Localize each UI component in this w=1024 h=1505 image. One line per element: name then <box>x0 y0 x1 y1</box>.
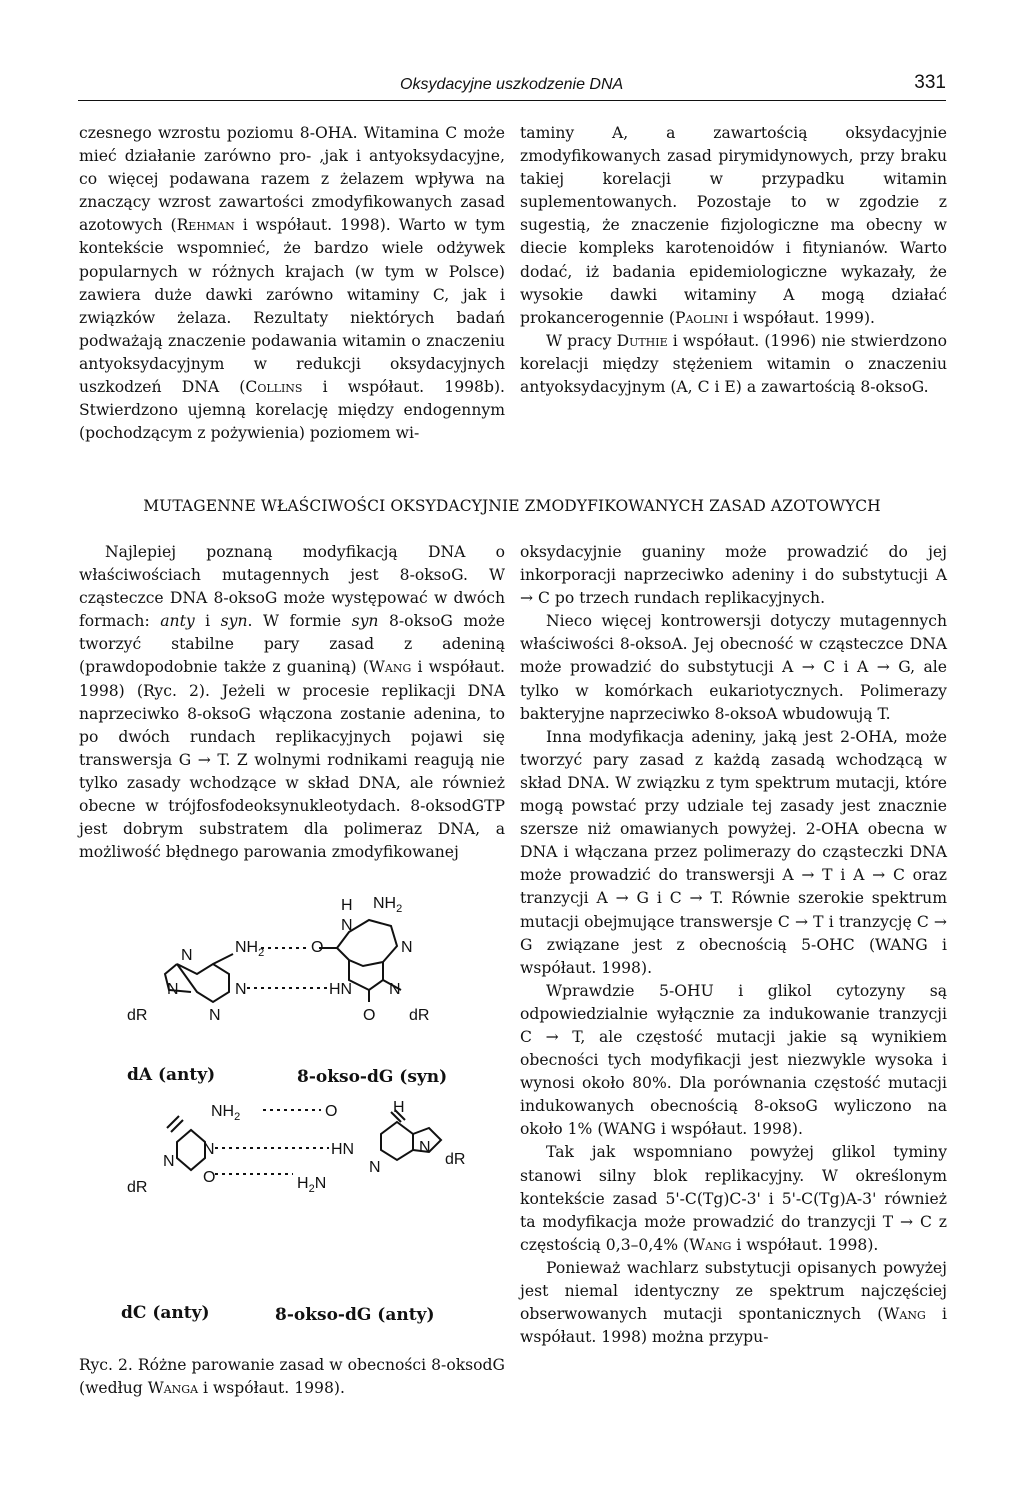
atom-label: N <box>235 981 247 998</box>
atom-label: N <box>203 1141 215 1158</box>
atom-label: dR <box>445 1151 466 1168</box>
paragraph: czesnego wzrostu poziomu 8-OHA. Witamina C może mieć działanie zarówno pro- ,jak i antyoksydacyjne, co więcej podawana razem z żelazem wpływa na znaczący wzrost zawartości zmodyfikowanych zasad azotowych (Rehman i współaut. 1998). Warto w tym kontekście wspomnieć, że bardzo wiele odżywek popularnych w różnych krajach (w tym w Polsce) zawiera duże dawki zarówno witaminy C, jak i związków żelaza. Rezultaty niektórych badań podważają znaczenie podawania witamin o znaczeniu antyoksydacyjnym w redukcji oksydacyjnych uszkodzeń DNA (Collins i współaut. 1998b). Stwierdzono ujemną korelację między endogennym (pochodzącym z pożywienia) poziomem wi- <box>79 124 505 443</box>
atom-label: N <box>167 981 179 998</box>
figure-base-pairing <box>79 890 505 1340</box>
atom-label: O <box>203 1169 216 1186</box>
atom-label: N <box>163 1153 175 1170</box>
label-8-okso-dg-syn: 8-okso-dG (syn) <box>297 1067 448 1087</box>
atom-label: $NH_2$ <box>235 939 265 959</box>
section-heading: MUTAGENNE WŁAŚCIWOŚCI OKSYDACYJNIE ZMODYFIKOWANYCH ZASAD AZOTOWYCH <box>143 497 881 515</box>
atom-label: N <box>389 981 401 998</box>
page-number: 331 <box>914 72 946 93</box>
atom-label: H <box>341 897 353 914</box>
atom-label: H <box>393 1099 405 1116</box>
atom-label: N <box>341 917 353 934</box>
running-title: Oksydacyjne uszkodzenie DNA <box>400 76 624 93</box>
atom-label: dR <box>409 1007 430 1024</box>
atom-label: HN <box>329 981 353 998</box>
base-pairing-diagram <box>79 890 505 1340</box>
atom-label: N <box>209 1007 221 1024</box>
paragraph: taminy A, a zawartością oksydacyjnie zmodyfikowanych zasad pirymidynowych, przy braku takiej korelacji w przypadku witamin suplementowanych. Pozostaje to w zgodzie z sugestią, że znaczenie fizjologiczne ma obecny w diecie kompleks karotenoidów i fitynianów. Warto dodać, iż badania epidemiologiczne wykazały, że wysokie dawki witaminy A mogą działać prokancerogennie (Paolini i współaut. 1999). <box>520 124 947 327</box>
bottom-left-column <box>79 541 505 864</box>
atom-label: O <box>311 939 324 956</box>
page-header <box>78 72 946 101</box>
paragraph: Nieco więcej kontrowersji dotyczy mutagennych właściwości 8-oksoA. Jej obecność w cząsteczce DNA może prowadzić do substytucji A → C i A → G, ale tylko w komórkach eukariotycznych. Polimerazy bakteryjne naprzeciwko 8-oksoA wbudowują T. <box>520 612 947 723</box>
paragraph: Inna modyfikacja adeniny, jaką jest 2-OHA, może tworzyć pary zasad z każdą zasadą wchodzącą w skład DNA. W związku z tym spektrum mutacji, które mogą powstać przy udziale tej zasady jest znacznie szersze niż omawianych powyżej. 2-OHA obecna w DNA i włączana przez polimerazy do cząsteczki DNA może prowadzić do transwersji A → T i A → C oraz tranzycji A → G i C → T. Równie szerokie spektrum mutacji obejmujące transwersje C → T i tranzycję C → G związane jest z obecnością 5-OHC (WANG i współaut. 1998). <box>520 727 947 977</box>
atom-label: dR <box>127 1007 148 1024</box>
atom-label: N <box>369 1159 381 1176</box>
label-dc-anty: dC (anty) <box>121 1303 210 1323</box>
atom-label: O <box>325 1103 338 1120</box>
label-8-okso-dg-anty: 8-okso-dG (anty) <box>275 1305 435 1325</box>
top-left-column <box>79 122 505 445</box>
atom-label: N <box>419 1139 431 1156</box>
paragraph: Ponieważ wachlarz substytucji opisanych powyżej jest niemal identyczny ze spektrum najczęściej obserwowanych mutacji spontanicznych (Wang i współaut. 1998) można przypu- <box>520 1258 947 1347</box>
paragraph: Wprawdzie 5-OHU i glikol cytozyny są odpowiedzialnie wyłącznie za indukowanie tranzycji C → T, ale częstość mutacji jakie są wynikiem obecności tych modyfikacji jest niezwykle wysoka i wynosi około 80%. Dla porównania częstość mutacji indukowanych obecnością 8-oksoG wyliczono na około 1% (WANG i współaut. 1998). <box>520 981 947 1139</box>
atom-label: $NH_2$ <box>373 895 403 915</box>
top-right-column <box>520 122 947 399</box>
bottom-right-column <box>520 541 947 1349</box>
atom-label: $NH_2$ <box>211 1103 241 1123</box>
label-da-anty: dA (anty) <box>127 1065 216 1085</box>
atom-label: $H_2N$ <box>297 1175 327 1195</box>
paragraph: Tak jak wspomniano powyżej glikol tyminy stanowi silny blok replikacyjny. W określonym kontekście zasad 5'-C(Tg)C-3' i 5'-C(Tg)A-3' również ta modyfikacja może prowadzić do tranzycji T → C z częstością 0,3–0,4% (Wang i współaut. 1998). <box>520 1143 947 1254</box>
atom-label: O <box>363 1007 376 1024</box>
atom-label: HN <box>331 1141 355 1158</box>
atom-label: N <box>401 939 413 956</box>
atom-label: dR <box>127 1179 148 1196</box>
paragraph: oksydacyjnie guaniny może prowadzić do jej inkorporacji naprzeciwko adeniny i do substytucji A → C po trzech rundach replikacyjnych. <box>520 543 947 608</box>
atom-label: N <box>181 947 193 964</box>
paragraph: W pracy Duthie i współaut. (1996) nie stwierdzono korelacji między stężeniem witamin o znaczeniu antyoksydacyjnym (A, C i E) a zawartością 8-oksoG. <box>520 331 948 397</box>
figure-caption: Ryc. 2. Różne parowanie zasad w obecności 8-oksodG (według Wanga i współaut. 1998). <box>79 1356 505 1398</box>
paragraph: Najlepiej poznaną modyfikacją DNA o właściwościach mutagennych jest 8-oksoG. W cząsteczce DNA 8-oksoG może występować w dwóch formach: anty i syn. W formie syn 8-oksoG może tworzyć stabilne pary zasad z adeniną (prawdopodobnie także z guaniną) (Wang i współaut. 1998) (Ryc. 2). Jeżeli w procesie replikacji DNA naprzeciwko 8-oksoG włączona zostanie adenina, to po dwóch rundach replikacyjnych pojawi się transwersja G → T. Z wolnymi rodnikami reagują nie tylko zasady wchodzące w skład DNA, ale również obecne w trójfosfodeoksynukleotydach. 8-oksodGTP jest dobrym substratem dla polimeraz DNA, a możliwość błędnego parowania zmodyfikowanej <box>79 543 505 862</box>
